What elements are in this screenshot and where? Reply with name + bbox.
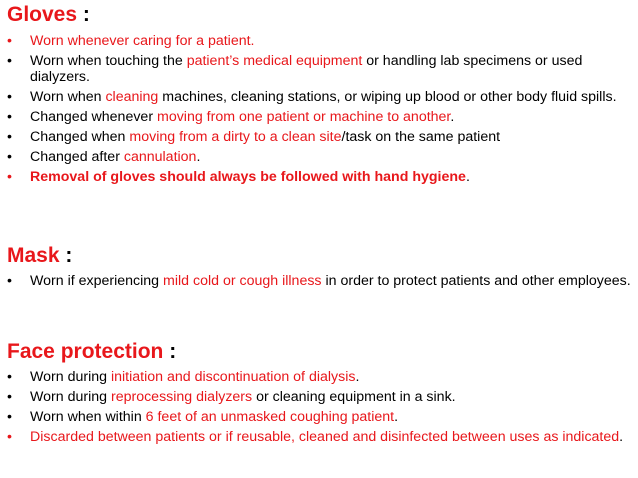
- bullet-item: [7, 109, 635, 125]
- face-protection-section: [7, 340, 635, 449]
- highlighted-text: mild cold or cough illness: [163, 273, 322, 289]
- highlighted-text: 6 feet of an unmasked coughing patient: [145, 409, 395, 425]
- highlighted-text: reprocessing dialyzers: [110, 389, 253, 405]
- bullet-text: Changed when: [30, 129, 130, 145]
- bullet-text: machines, cleaning stations, or wiping up blood or other body fluid spills.: [158, 89, 617, 105]
- mask-section: [7, 244, 635, 293]
- bullet-text: Worn when within: [30, 409, 146, 425]
- bullet-icon: •: [7, 409, 12, 425]
- bullet-text: /task on the same patient: [341, 129, 501, 145]
- bullet-icon: •: [7, 149, 12, 165]
- bullet-item: [7, 369, 635, 385]
- bullet-text: .: [355, 369, 360, 385]
- gloves-heading: Gloves :: [7, 3, 90, 26]
- mask-list: [7, 273, 635, 289]
- face-protection-list: [7, 369, 635, 445]
- bullet-text: or cleaning equipment in a sink.: [252, 389, 456, 405]
- bullet-icon: •: [7, 129, 12, 145]
- gloves-list: [7, 33, 635, 185]
- bullet-text: Changed after: [30, 149, 124, 165]
- bullet-text: Changed whenever: [30, 109, 157, 125]
- highlighted-text: initiation and discontinuation of dialysis: [110, 369, 356, 385]
- bullet-text: Worn when: [30, 89, 106, 105]
- bullet-text: in order to protect patients and other employees.: [321, 273, 631, 289]
- bullet-text: .: [450, 109, 455, 125]
- bullet-item: [7, 53, 635, 85]
- bullet-icon: •: [7, 429, 12, 445]
- bullet-icon: •: [7, 169, 12, 185]
- bullet-item: [7, 273, 635, 289]
- bullet-icon: •: [7, 369, 12, 385]
- highlighted-text: cleaning: [105, 89, 159, 105]
- bullet-icon: •: [7, 389, 12, 405]
- face-protection-heading: Face protection :: [7, 340, 177, 363]
- bullet-item: [7, 169, 635, 185]
- bullet-text: .: [619, 429, 624, 445]
- mask-heading: Mask :: [7, 244, 73, 267]
- highlighted-text: patient’s medical equipment: [186, 53, 363, 69]
- bullet-icon: •: [7, 109, 12, 125]
- gloves-section: [7, 3, 635, 189]
- highlighted-text: moving from a dirty to a clean site: [129, 129, 342, 145]
- bullet-item: [7, 149, 635, 165]
- highlighted-text: Discarded between patients or if reusable, cleaned and disinfected between uses as indicated: [30, 429, 620, 445]
- bullet-item: [7, 33, 635, 49]
- bullet-item: [7, 429, 635, 445]
- bullet-item: [7, 89, 635, 105]
- highlighted-text: Worn whenever caring for a patient.: [30, 33, 255, 49]
- bullet-text: .: [394, 409, 399, 425]
- highlighted-text: moving from one patient or machine to another: [157, 109, 451, 125]
- bullet-icon: •: [7, 273, 12, 289]
- bullet-text: or handling lab specimens or used dialyzers.: [30, 53, 583, 85]
- highlighted-text: cannulation: [123, 149, 197, 165]
- bullet-item: [7, 409, 635, 425]
- bullet-text: Worn during: [30, 369, 111, 385]
- bullet-icon: •: [7, 89, 12, 105]
- highlighted-text: Removal of gloves should always be followed with hand hygiene: [30, 169, 466, 185]
- bullet-text: Worn if experiencing: [30, 273, 164, 289]
- bullet-text: .: [196, 149, 201, 165]
- bullet-item: [7, 129, 635, 145]
- bullet-icon: •: [7, 53, 12, 69]
- bullet-text: Worn when touching the: [30, 53, 187, 69]
- bullet-item: [7, 389, 635, 405]
- bullet-icon: •: [7, 33, 12, 49]
- bullet-text: .: [465, 169, 470, 185]
- bullet-text: Worn during: [30, 389, 111, 405]
